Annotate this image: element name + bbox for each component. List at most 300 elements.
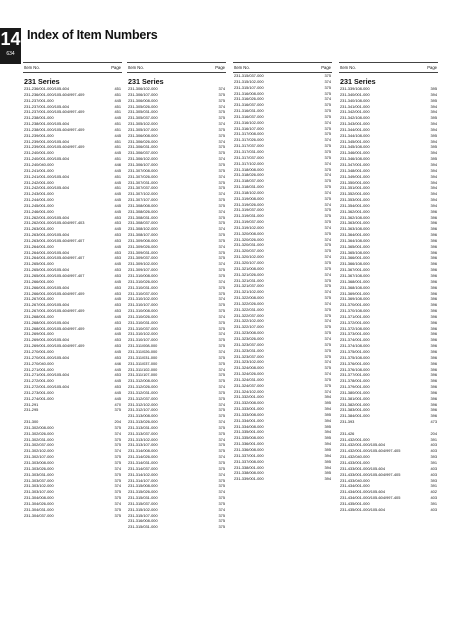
page-ref: 204 <box>114 419 121 425</box>
item-number: 231-338/008-000 <box>234 470 264 476</box>
page-ref: 375 <box>114 471 121 477</box>
page-ref: 395 <box>430 115 437 121</box>
item-number: 231-240/001-000/105-604 <box>24 156 69 162</box>
item-number: 231-368/001-000 <box>340 278 370 284</box>
page-ref: 374 <box>324 78 331 84</box>
item-number: 231-336/008-000 <box>234 447 264 452</box>
page-ref: 375 <box>218 115 225 121</box>
item-number: 231-270/001-000 <box>24 348 54 354</box>
page-ref: 374 <box>114 465 121 471</box>
item-number: 231-323/031-000 <box>234 347 264 353</box>
page-ref: 445 <box>114 278 121 284</box>
page-ref: 396 <box>430 313 437 319</box>
item-number: 231-240/001-000 <box>24 150 54 156</box>
page-ref: 374 <box>218 121 225 127</box>
page-ref: 375 <box>218 308 225 314</box>
item-number: 231-311/107-000 <box>128 372 158 378</box>
page-ref: 446 <box>114 360 121 366</box>
page-ref: 394 <box>430 103 437 109</box>
page-ref: 375 <box>218 249 225 255</box>
page-ref: 445 <box>114 395 121 401</box>
item-number: 231-320/107-000 <box>234 260 264 265</box>
item-number: 231-435/001-000 <box>340 500 370 506</box>
page-ref: 375 <box>114 512 121 518</box>
page-ref: 375 <box>114 506 121 512</box>
page-ref: 403 <box>430 471 437 477</box>
item-number: 231-238/001-000 <box>24 115 54 121</box>
page-ref: 375 <box>218 372 225 378</box>
page-ref: 375 <box>218 179 225 185</box>
item-number: 231-347/001-000 <box>340 161 370 167</box>
item-number: 231-267/001-000/105-604 <box>24 302 69 308</box>
item-number: 231-270/040-000 <box>24 360 54 366</box>
page-ref: 375 <box>324 73 331 78</box>
item-number: 231-384/001-000 <box>340 413 370 419</box>
item-number: 231-238/001-000/105-604 <box>24 121 69 127</box>
list-item <box>233 476 332 482</box>
page-ref: 204 <box>430 430 437 436</box>
page-ref: 391 <box>430 460 437 465</box>
page-ref: 396 <box>430 226 437 232</box>
page-ref: 394 <box>430 161 437 167</box>
item-number: 231-316/031-000 <box>234 108 264 114</box>
page-ref: 391 <box>430 500 437 506</box>
page-ref: 396 <box>430 255 437 261</box>
page-ref: 453 <box>114 308 121 314</box>
item-number: 231-321/037-000 <box>234 283 264 289</box>
index-column-1 <box>23 62 122 637</box>
item-number: 231-241/001-000/105-604 <box>24 173 69 179</box>
item-number: 231-323/037-000 <box>234 353 264 359</box>
page-ref: 375 <box>324 184 331 190</box>
item-number: 231-263/001-000/105-604/997-407 <box>24 237 85 243</box>
page-ref: 453 <box>114 354 121 360</box>
item-number: 231-353/001-000 <box>340 197 370 203</box>
series-heading: 231 Series <box>340 77 376 86</box>
item-number: 231-310/008-000 <box>128 308 158 314</box>
page-ref: 396 <box>430 232 437 238</box>
item-number: 231-319/008-000 <box>234 195 264 201</box>
page-ref: 396 <box>430 401 437 407</box>
item-number: 231-324/037-000 <box>234 382 264 388</box>
item-no-header: Item No. <box>234 65 250 70</box>
page-ref: 375 <box>218 290 225 296</box>
page-ref: 375 <box>324 341 331 347</box>
page-ref: 451 <box>114 103 121 109</box>
item-number: 231-337/001-000 <box>234 452 264 458</box>
item-number: 231-434/001-000 <box>340 483 370 489</box>
page-ref: 374 <box>114 483 121 489</box>
page-ref: 396 <box>430 413 437 419</box>
item-number: 231-322/107-000 <box>234 324 264 330</box>
item-number: 231-319/026-000 <box>234 201 264 207</box>
page-ref: 396 <box>430 366 437 372</box>
item-no-header: Item No. <box>340 65 356 70</box>
page-ref: 445 <box>114 179 121 185</box>
page-ref: 375 <box>324 265 331 271</box>
item-number: 231-373/001-000 <box>340 331 370 337</box>
index-column-4 <box>339 62 438 637</box>
item-number: 231-272/001-000 <box>24 378 54 384</box>
page-ref: 445 <box>114 378 121 384</box>
page-ref: 375 <box>114 442 121 448</box>
page-ref: 375 <box>218 424 225 430</box>
page-ref: 375 <box>324 295 331 301</box>
item-number: 231-266/001-000 <box>24 278 54 284</box>
item-number: 231-312/107-000 <box>128 407 158 413</box>
page-ref: 375 <box>218 512 225 518</box>
item-number: 231-264/001-000/105-604/997-407 <box>24 255 85 261</box>
page-ref: 374 <box>324 289 331 295</box>
page-ref: 396 <box>430 267 437 273</box>
item-number: 231-332/001-000 <box>234 394 264 400</box>
item-number: 231-239/001-000/105-604 <box>24 138 69 144</box>
item-number: 231-302/008-000 <box>24 424 54 430</box>
page-ref: 453 <box>114 232 121 238</box>
item-number: 231-308/031-000 <box>128 214 158 220</box>
page-ref: 451 <box>114 86 121 91</box>
page-ref: 396 <box>430 337 437 343</box>
item-number: 231-318/037-000 <box>234 178 264 184</box>
page-ref: 445 <box>114 243 121 249</box>
item-number: 231-306/031-000 <box>128 144 158 150</box>
item-number: 231-317/026-000 <box>234 137 264 143</box>
item-number: 231-313/008-000 <box>128 413 158 419</box>
page-ref: 375 <box>218 273 225 278</box>
item-number: 231-309/031-000 <box>128 249 158 255</box>
page-ref: 451 <box>114 144 121 150</box>
page-ref: 375 <box>218 343 225 349</box>
item-number: 231-339/001-000 <box>234 476 264 482</box>
page-ref: 374 <box>218 419 225 425</box>
page-ref: 374 <box>218 401 225 407</box>
column-header <box>23 62 122 73</box>
page-ref: 375 <box>114 454 121 460</box>
page-ref: 394 <box>324 417 331 423</box>
item-number: 231-426 <box>340 430 355 436</box>
page-ref: 375 <box>114 477 121 483</box>
page-ref: 375 <box>324 283 331 289</box>
item-number: 231-318/031-000 <box>234 184 264 190</box>
item-number: 231-348/001-000 <box>340 167 370 173</box>
item-number: 231-300 <box>24 419 39 425</box>
page-ref: 375 <box>218 448 225 454</box>
item-number: 231-335/008-000 <box>234 435 264 441</box>
page-ref: 396 <box>430 372 437 378</box>
item-number: 231-309/026-000 <box>128 243 158 249</box>
page-ref: 375 <box>324 248 331 254</box>
page-ref: 451 <box>114 121 121 127</box>
item-number: 231-318/026-000 <box>234 172 264 178</box>
page-ref: 375 <box>324 324 331 330</box>
item-number: 231-312/031-000 <box>128 389 158 395</box>
item-number: 231-346/001-000 <box>340 150 370 156</box>
item-number: 231-334/001-000 <box>234 417 264 423</box>
page-ref: 395 <box>430 156 437 162</box>
page-ref: 394 <box>430 197 437 203</box>
page-ref: 391 <box>430 483 437 489</box>
page-ref: 453 <box>114 220 121 226</box>
item-number: 231-315/037-000 <box>128 500 158 506</box>
page-ref: 374 <box>218 366 225 372</box>
item-number: 231-303/107-000 <box>24 489 54 495</box>
page-ref: 375 <box>218 500 225 506</box>
page-ref: 375 <box>218 495 225 501</box>
item-number: 231-340/108-000 <box>340 97 370 103</box>
page-ref: 453 <box>114 302 121 308</box>
item-number: 231-246/001-000 <box>24 208 54 214</box>
item-number: 231-341/001-000 <box>340 103 370 109</box>
item-number: 231-379/001-000 <box>340 384 370 390</box>
page-ref: 375 <box>324 330 331 336</box>
page-ref: 374 <box>218 243 225 249</box>
item-number: 231-344/108-000 <box>340 132 370 138</box>
item-number: 231-333/008-000 <box>234 411 264 417</box>
item-number: 231-244/001-000 <box>24 197 54 203</box>
page-ref: 375 <box>218 413 225 419</box>
page-ref: 375 <box>218 407 225 413</box>
page-ref: 396 <box>430 384 437 390</box>
item-number: 231-316/102-000 <box>234 119 264 125</box>
item-number: 231-369/108-000 <box>340 296 370 302</box>
item-number: 231-321/026-000 <box>234 271 264 277</box>
page-ref: 394 <box>430 173 437 179</box>
page-ref: 374 <box>114 430 121 436</box>
item-number: 231-266/001-000/105-604 <box>24 284 69 290</box>
page-header: Page <box>321 65 331 70</box>
list-item <box>339 507 438 513</box>
item-number: 231-241/001-000 <box>24 167 54 173</box>
page-ref: 375 <box>218 161 225 167</box>
item-number: 231-239/001-000 <box>24 132 54 138</box>
page-ref: 374 <box>114 500 121 506</box>
item-number: 231-303/037-000 <box>24 477 54 483</box>
item-number: 231-337/008-000 <box>234 458 264 464</box>
page-ref: 403 <box>430 495 437 501</box>
page-ref: 374 <box>324 172 331 178</box>
item-number: 231-302/102-000 <box>24 448 54 454</box>
index-column-2 <box>127 62 226 637</box>
page-ref: 374 <box>218 506 225 512</box>
item-number: 231-311/026-000 <box>128 348 158 354</box>
page-ref: 375 <box>218 220 225 226</box>
item-number: 231-318/008-000 <box>234 166 264 172</box>
page-ref: 374 <box>218 348 225 354</box>
page-ref: 453 <box>114 255 121 261</box>
page-ref: 445 <box>114 313 121 319</box>
item-number: 231-269/001-000/105-604 <box>24 337 69 343</box>
item-number: 231-237/001-000/105-604 <box>24 103 69 109</box>
page-header: Page <box>427 65 437 70</box>
page-ref: 453 <box>114 249 121 255</box>
item-number: 231-271/001-000/105-604 <box>24 372 69 378</box>
item-number: 231-323/026-000 <box>234 335 264 341</box>
page-ref: 445 <box>114 202 121 208</box>
item-number: 231-310/102-000 <box>128 296 158 302</box>
item-number: 231-343/001-000 <box>340 121 370 127</box>
page-ref: 375 <box>218 483 225 489</box>
page-ref: 375 <box>114 436 121 442</box>
item-no-header: Item No. <box>24 65 40 70</box>
page-ref: 453 <box>114 237 121 243</box>
item-number: 231-319/102-000 <box>234 224 264 230</box>
item-list <box>233 73 332 482</box>
item-number: 231-316/008-000 <box>234 90 264 96</box>
page-ref: 374 <box>324 271 331 277</box>
item-number: 231-306/107-000 <box>128 161 158 167</box>
item-number: 231-295 <box>24 407 39 413</box>
item-number: 231-239/001-000/105-604/997-409 <box>24 144 85 150</box>
item-number: 231-314/037-000 <box>128 465 158 471</box>
item-number: 231-268/001-000/105-604 <box>24 319 69 325</box>
page-ref: 374 <box>324 335 331 341</box>
item-number: 231-370/108-000 <box>340 308 370 314</box>
item-number: 231-317/037-000 <box>234 154 264 160</box>
page-ref: 374 <box>218 489 225 495</box>
item-number: 231-303/102-000 <box>24 483 54 489</box>
item-number: 231-433/001-000/105-604 <box>340 465 385 471</box>
item-number: 231-320/008-000 <box>234 230 264 236</box>
item-number: 231-315/031-000 <box>128 495 158 501</box>
item-number: 231-306/026-000 <box>128 138 158 144</box>
page-ref: 375 <box>218 430 225 436</box>
item-number: 231-381/001-000 <box>340 395 370 401</box>
item-list <box>23 86 122 518</box>
item-number: 231-313/026-000 <box>128 419 158 425</box>
page-ref: 453 <box>114 284 121 290</box>
page-ref: 470 <box>114 401 121 407</box>
page-ref: 375 <box>114 489 121 495</box>
item-number: 231-307/031-000 <box>128 179 158 185</box>
item-number: 231-305/026-000 <box>128 103 158 109</box>
item-number: 231-267/001-000/105-604/997-409 <box>24 308 85 314</box>
item-number: 231-369/001-000 <box>340 290 370 296</box>
item-number: 231-432/040-000 <box>340 454 370 460</box>
page-ref: 375 <box>114 424 121 430</box>
page-ref: 375 <box>218 144 225 150</box>
item-number: 231-315/031-000 <box>128 524 158 530</box>
page-ref: 395 <box>324 411 331 417</box>
page-ref: 451 <box>114 109 121 115</box>
item-number: 231-316/037-000 <box>234 113 264 119</box>
item-number: 231-267/001-000 <box>24 296 54 302</box>
item-number: 231-324/102-000 <box>234 388 264 394</box>
page-ref: 396 <box>430 261 437 267</box>
item-number: 231-342/001-000 <box>340 109 370 115</box>
page-ref: 374 <box>218 313 225 319</box>
page-ref: 394 <box>324 394 331 400</box>
item-number: 231-364/001-000 <box>340 232 370 238</box>
page-ref: 453 <box>114 384 121 390</box>
list-item <box>339 419 438 425</box>
page-ref: 453 <box>114 319 121 325</box>
page-ref: 395 <box>430 132 437 138</box>
item-number: 231-243/001-000 <box>24 191 54 197</box>
page-ref: 445 <box>114 150 121 156</box>
page-ref: 403 <box>430 506 437 512</box>
page-ref: 394 <box>324 476 331 482</box>
item-number: 231-433/040-000 <box>340 477 370 483</box>
page-ref: 375 <box>324 143 331 149</box>
item-number: 231-316/107-000 <box>234 125 264 131</box>
item-number: 231-350/001-000 <box>340 179 370 185</box>
page-ref: 375 <box>324 84 331 90</box>
page-ref: 396 <box>430 308 437 314</box>
page-ref: 394 <box>324 452 331 458</box>
page-ref: 375 <box>218 465 225 471</box>
page-ref: 394 <box>430 91 437 97</box>
page-ref: 374 <box>218 103 225 109</box>
item-number: 231-240/040-000 <box>24 161 54 167</box>
item-number: 231-242/001-000/105-604 <box>24 185 69 191</box>
item-number: 231-367/001-000 <box>340 267 370 273</box>
item-number: 231-314/026-000 <box>128 454 158 460</box>
item-number: 231-303/008-000 <box>24 460 54 465</box>
page-ref: 374 <box>324 201 331 207</box>
page-ref: 375 <box>218 237 225 243</box>
item-number: 231-311/008-000 <box>128 343 158 349</box>
page-ref: 396 <box>430 407 437 413</box>
item-number: 231-352/001-000 <box>340 191 370 197</box>
item-number: 231-312/102-000 <box>128 401 158 407</box>
page-ref: 375 <box>218 319 225 325</box>
item-number: 231-308/037-000 <box>128 220 158 226</box>
item-number: 231-363/108-000 <box>340 226 370 232</box>
page-ref: 374 <box>218 226 225 232</box>
page-ref: 375 <box>218 518 225 524</box>
item-number: 231-268/001-000/105-604/997-409 <box>24 325 85 331</box>
item-number: 231-307/107-000 <box>128 197 158 203</box>
item-number: 231-314/008-000 <box>128 448 158 454</box>
item-list <box>127 86 226 530</box>
item-number: 231-332/008-000 <box>234 400 264 406</box>
page-ref: 375 <box>324 365 331 371</box>
item-number: 231-322/026-000 <box>234 300 264 306</box>
page-ref: 374 <box>324 137 331 143</box>
item-number: 231-432/001-000 <box>340 436 370 442</box>
page-number: 634 <box>6 51 15 57</box>
item-number: 231-310/031-000 <box>128 319 158 325</box>
item-number: 231-316/037-000 <box>234 102 264 108</box>
page-ref: 374 <box>324 160 331 166</box>
page-ref: 375 <box>218 232 225 238</box>
page-ref: 375 <box>218 354 225 360</box>
item-number: 231-380/001-000 <box>340 389 370 395</box>
item-number: 231-338/001-000 <box>234 464 264 470</box>
item-number: 231-304/037-000 <box>24 512 54 518</box>
page-ref: 375 <box>324 125 331 131</box>
item-number: 231-305/031-000 <box>128 109 158 115</box>
page-ref: 375 <box>324 195 331 201</box>
page-ref: 453 <box>114 325 121 331</box>
page-header: Page <box>215 65 225 70</box>
item-number: 231-312/037-000 <box>128 395 158 401</box>
item-number: 231-309/037-000 <box>128 255 158 261</box>
item-number: 231-237/001-000 <box>24 97 54 103</box>
item-number: 231-304/008-000 <box>24 495 54 501</box>
page-ref: 374 <box>218 296 225 302</box>
page-ref: 374 <box>218 384 225 390</box>
page-ref: 394 <box>430 185 437 191</box>
page-ref: 374 <box>324 224 331 230</box>
page-ref: 394 <box>430 191 437 197</box>
item-number: 231-351/001-000 <box>340 185 370 191</box>
page-ref: 396 <box>430 296 437 302</box>
item-number: 231-318/102-000 <box>234 189 264 195</box>
item-number: 231-383/001-000 <box>340 407 370 413</box>
page-ref: 374 <box>218 208 225 214</box>
item-number: 231-309/008-000 <box>128 237 158 243</box>
